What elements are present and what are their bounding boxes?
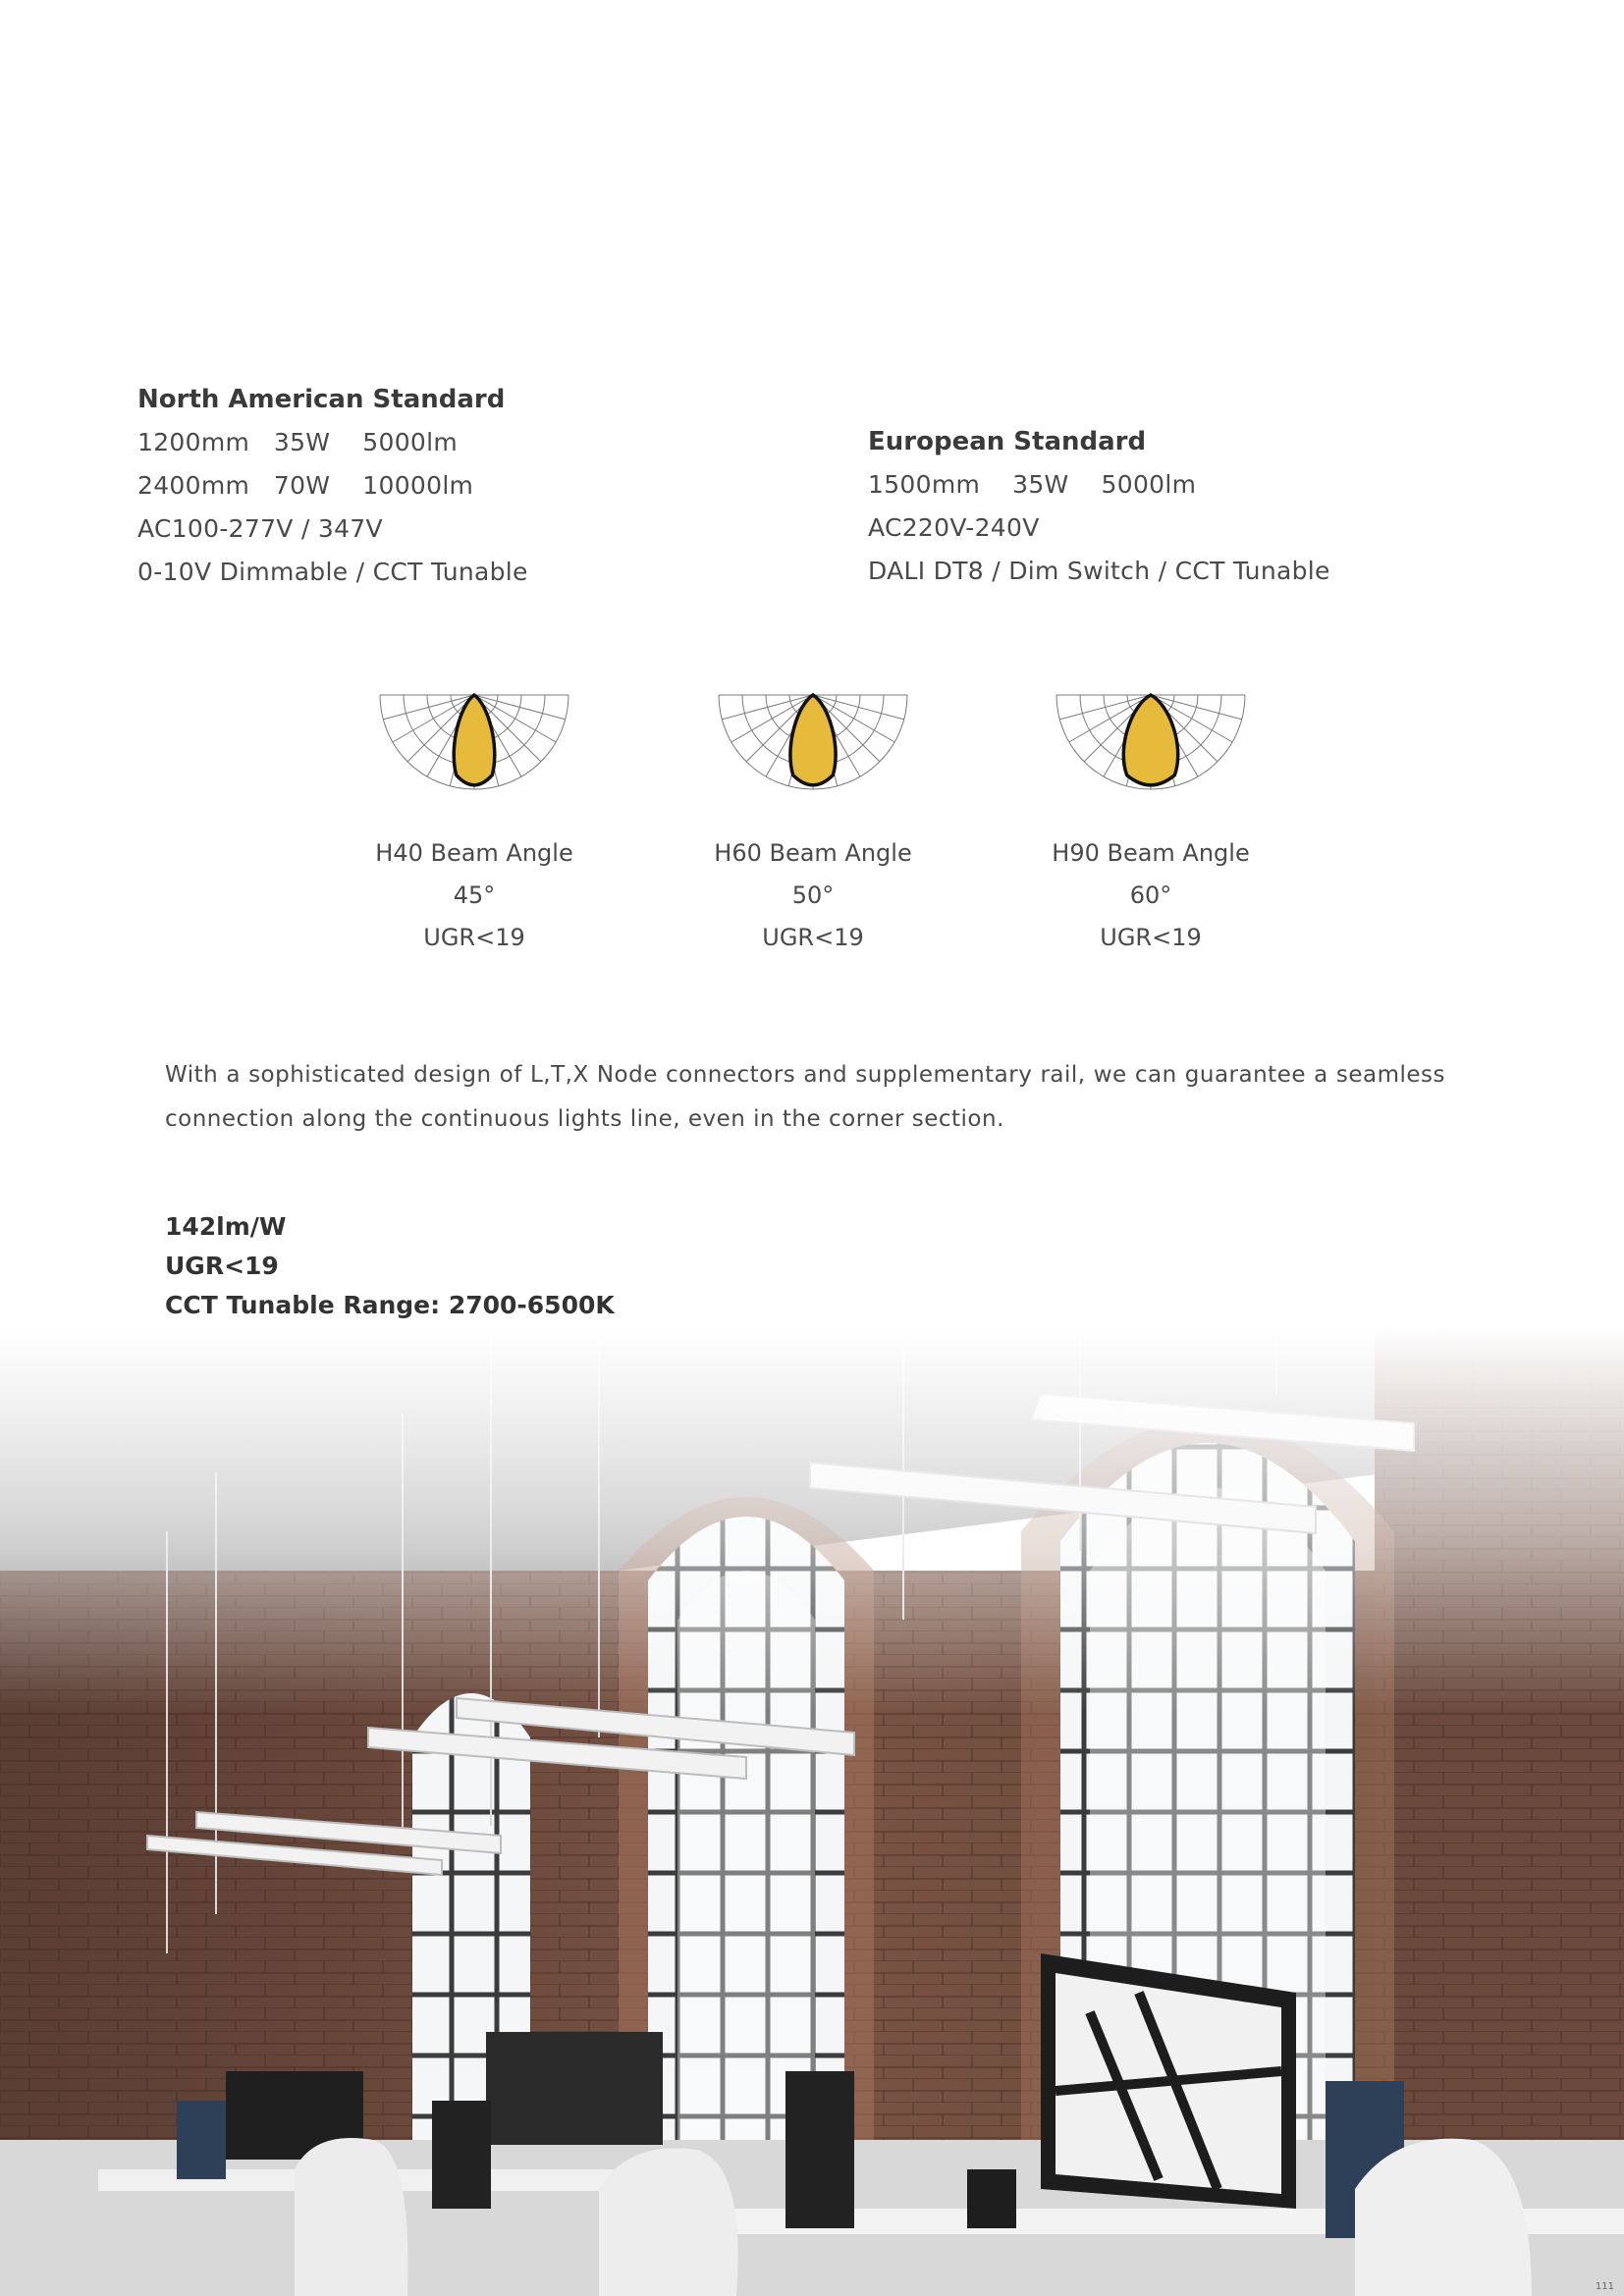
north-american-spec [137, 378, 528, 594]
european-line: AC220V-240V [868, 513, 1040, 542]
beam-angle-h60 [685, 687, 941, 959]
product-description: With a sophisticated design of L,T,X Node connectors and supplementary rail, we can guarantee a seamless connection along the continuous lights line, even in the corner section. [165, 1062, 1445, 1132]
european-spec [868, 420, 1330, 593]
beam-angle-value: 60° [1129, 881, 1172, 909]
beam-ugr: UGR<19 [762, 924, 864, 951]
feature-efficacy: 142lm/W [165, 1212, 287, 1241]
north-american-line: 2400mm 70W 10000lm [137, 471, 474, 500]
feature-cct-range: CCT Tunable Range: 2700-6500K [165, 1291, 615, 1319]
beam-label: H90 Beam Angle [1052, 839, 1250, 867]
beam-angle-h90 [1023, 687, 1278, 959]
european-line: 1500mm 35W 5000lm [868, 470, 1197, 499]
office-interior-photo [0, 1325, 1624, 2296]
beam-ugr: UGR<19 [1100, 924, 1202, 951]
polar-light-distribution-icon [715, 687, 911, 803]
north-american-line: 0-10V Dimmable / CCT Tunable [137, 558, 528, 586]
beam-angle-value: 45° [453, 881, 496, 909]
north-american-title: North American Standard [137, 385, 506, 414]
beam-angle-h40 [347, 687, 602, 959]
north-american-line: AC100-277V / 347V [137, 514, 383, 543]
european-title: European Standard [868, 427, 1147, 456]
north-american-line: 1200mm 35W 5000lm [137, 428, 459, 456]
beam-label: H40 Beam Angle [375, 839, 573, 867]
european-line: DALI DT8 / Dim Switch / CCT Tunable [868, 557, 1330, 585]
polar-light-distribution-icon [1053, 687, 1249, 803]
beam-ugr: UGR<19 [423, 924, 525, 951]
beam-lobe [454, 695, 495, 785]
feature-ugr: UGR<19 [165, 1252, 279, 1280]
polar-light-distribution-icon [376, 687, 572, 803]
beam-lobe [790, 695, 836, 785]
beam-label: H60 Beam Angle [714, 839, 912, 867]
feature-list [165, 1207, 615, 1325]
page-number: 111 [1595, 2281, 1614, 2292]
beam-angle-value: 50° [791, 881, 835, 909]
